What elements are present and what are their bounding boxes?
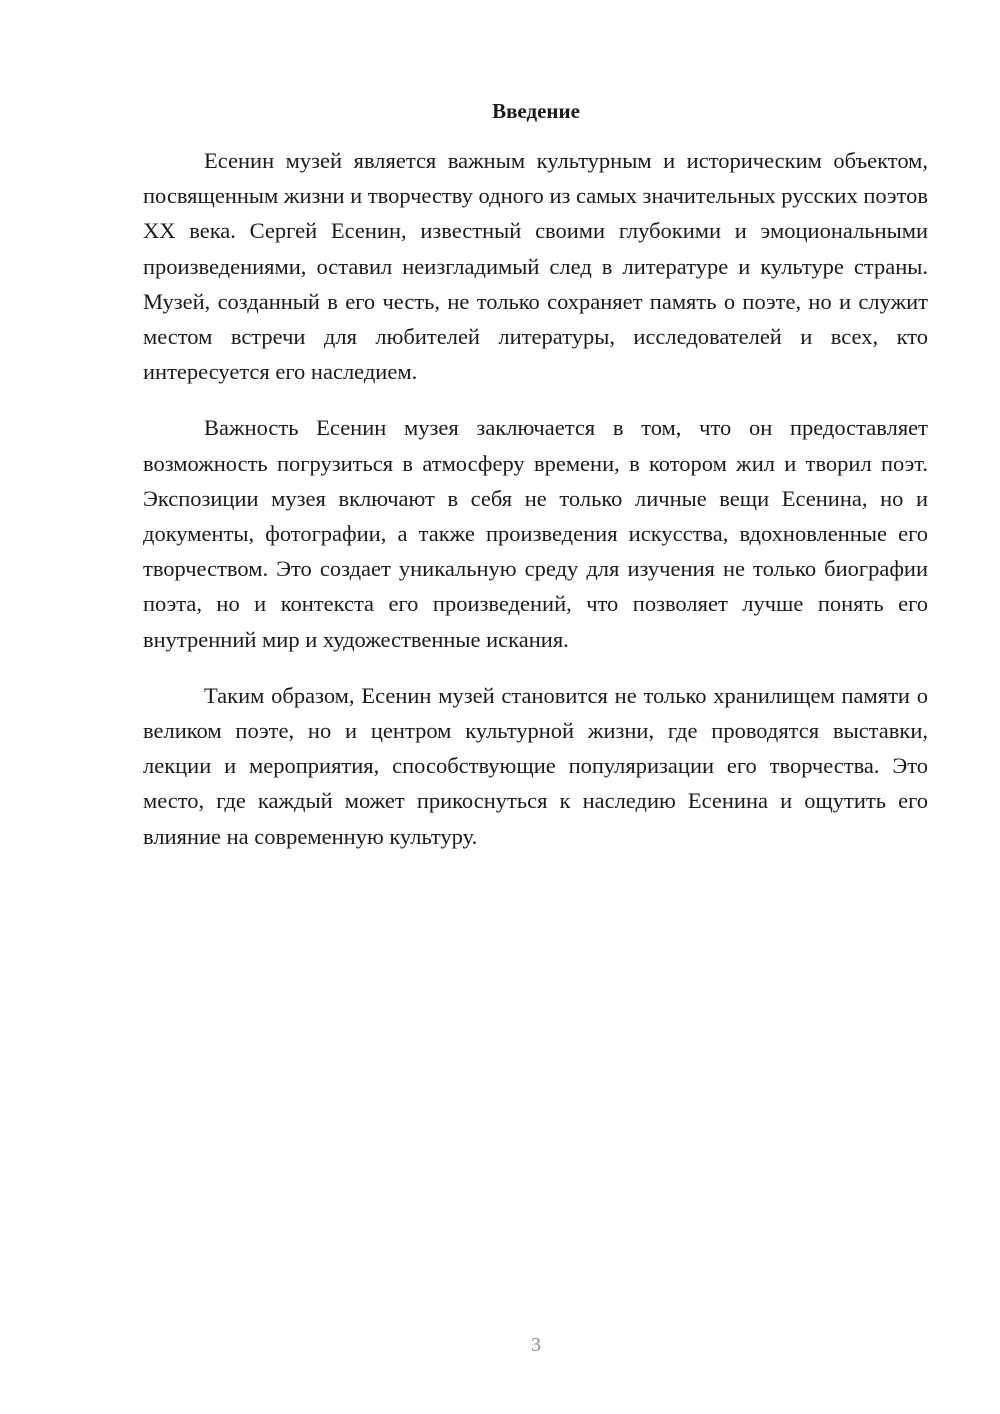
paragraph-1: Есенин музей является важным культурным и историческим объектом, посвященным жизни и творчеству одного из самых значительных русских поэтов XX века. Сергей Есенин, известный своими глубокими и эмоциональными произведениями, оставил неизгладимый след в литературе и культуре страны. Музей, созданный в его честь, не только сохраняет память о поэте, но и служит местом встречи для любителей литературы, исследователей и всех, кто интересуется его наследием.: [143, 148, 928, 385]
section-title: Введение: [492, 99, 580, 123]
page-number: 3: [531, 1334, 541, 1356]
body-text: [143, 143, 928, 875]
paragraph-2: Важность Есенин музея заключается в том, что он предоставляет возможность погрузиться в атмосферу времени, в котором жил и творил поэт. Экспозиции музея включают в себя не только личные вещи Есенина, но и документы, фотографии, а также произведения искусства, вдохновленные его творчеством. Это создает уникальную среду для изучения не только биографии поэта, но и контекста его произведений, что позволяет лучше понять его внутренний мир и художественные искания.: [143, 415, 928, 652]
paragraph-3: Таким образом, Есенин музей становится не только хранилищем памяти о великом поэте, но и центром культурной жизни, где проводятся выставки, лекции и мероприятия, способствующие популяризации его творчества. Это место, где каждый может прикоснуться к наследию Есенина и ощутить его влияние на современную культуру.: [143, 682, 928, 849]
